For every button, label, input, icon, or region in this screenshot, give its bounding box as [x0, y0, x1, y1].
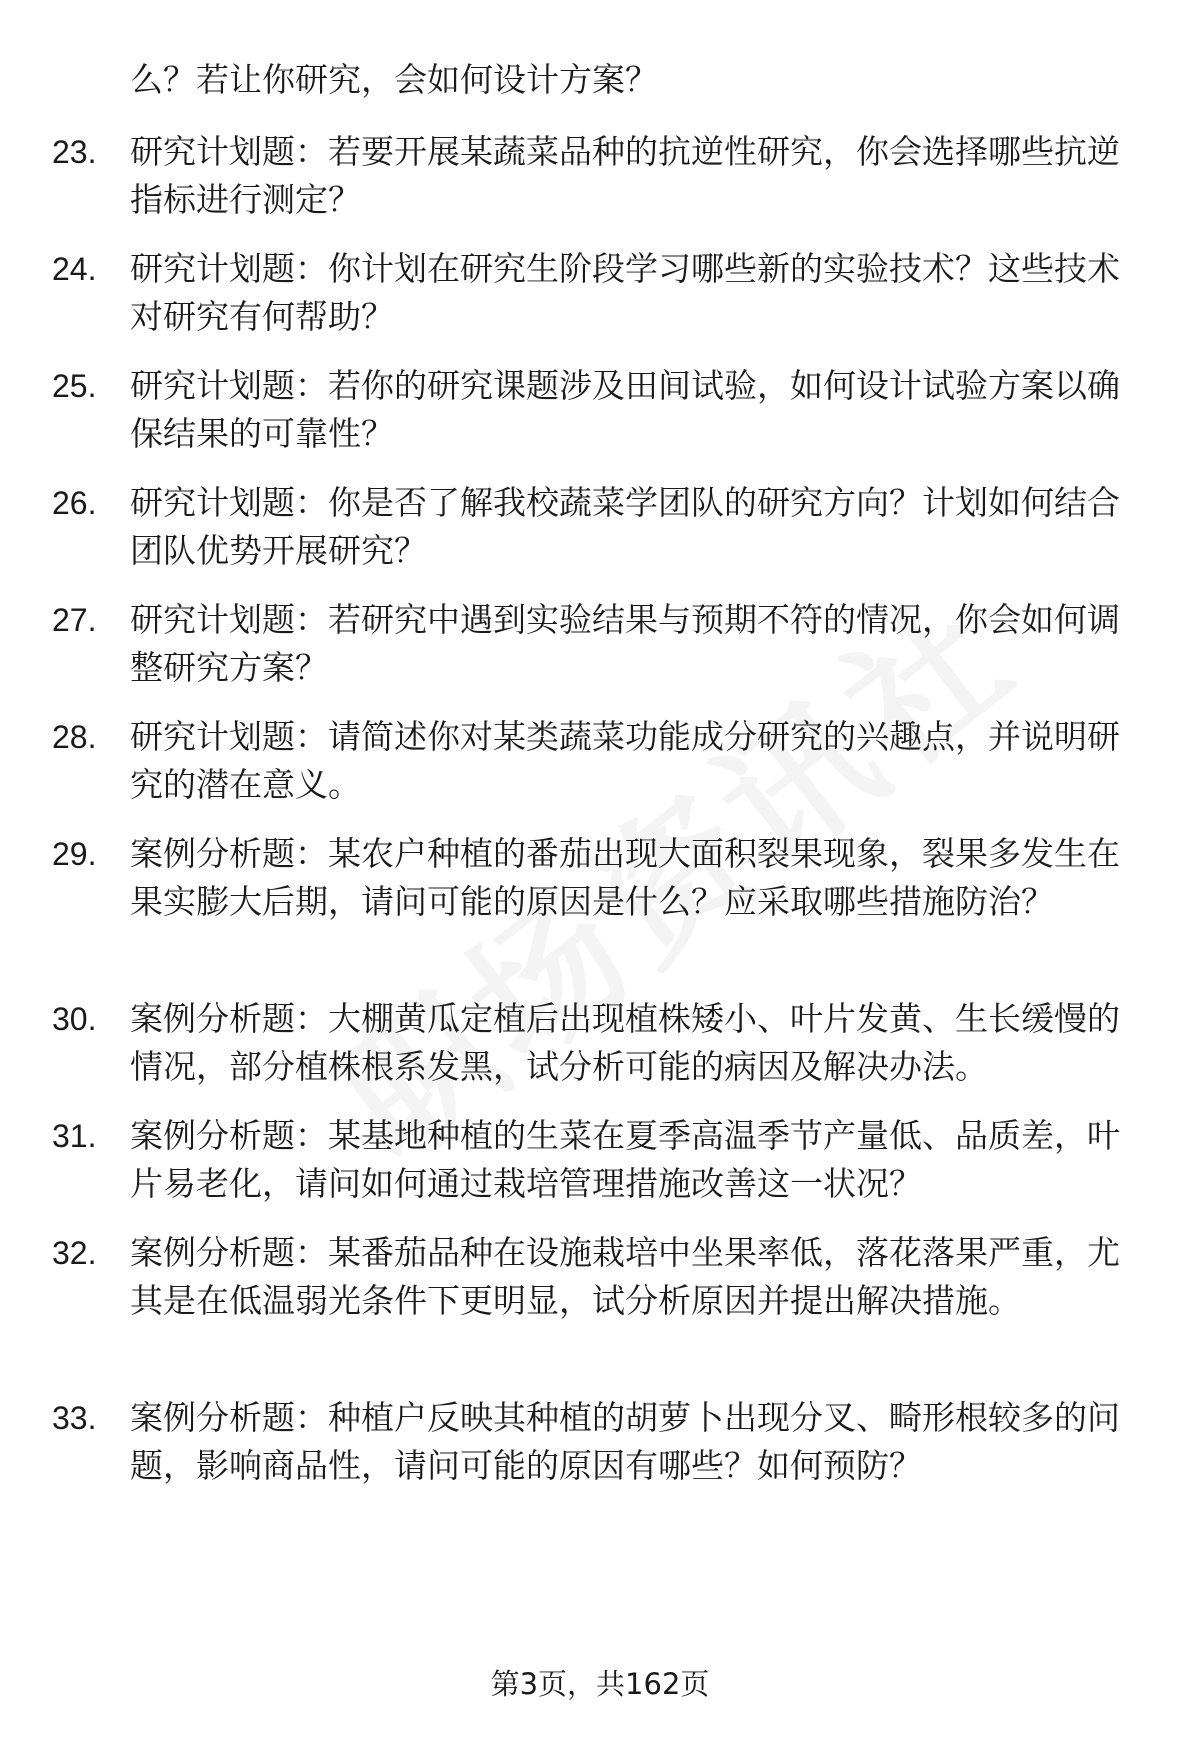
question-text: 研究计划题：若要开展某蔬菜品种的抗逆性研究，你会选择哪些抗逆指标进行测定？ [130, 132, 1120, 219]
question-text: 研究计划题：你是否了解我校蔬菜学团队的研究方向？计划如何结合团队优势开展研究？ [130, 483, 1120, 570]
question-number: 24. [52, 251, 97, 287]
question-text: 案例分析题：某农户种植的番茄出现大面积裂果现象，裂果多发生在果实膨大后期，请问可能的原因是什么？应采取哪些措施防治？ [130, 834, 1120, 921]
page-footer: 第3页，共162页 [490, 1667, 710, 1701]
question-number: 23. [52, 134, 97, 170]
question-number: 33. [52, 1400, 97, 1436]
question-number: 28. [52, 719, 97, 755]
question-number: 26. [52, 485, 97, 521]
question-text: 案例分析题：某番茄品种在设施栽培中坐果率低，落花落果严重，尤其是在低温弱光条件下更明显，试分析原因并提出解决措施。 [130, 1233, 1120, 1320]
question-number: 27. [52, 602, 97, 638]
question-number: 25. [52, 368, 97, 404]
question-text: 研究计划题：若你的研究课题涉及田间试验，如何设计试验方案以确保结果的可靠性？ [130, 366, 1120, 453]
question-number: 30. [52, 1001, 97, 1037]
question-number: 29. [52, 836, 97, 872]
question-number: 31. [52, 1118, 97, 1154]
question-text: 案例分析题：种植户反映其种植的胡萝卜出现分叉、畸形根较多的问题，影响商品性，请问可能的原因有哪些？如何预防？ [130, 1398, 1120, 1485]
question-text: 案例分析题：大棚黄瓜定植后出现植株矮小、叶片发黄、生长缓慢的情况，部分植株根系发黑，试分析可能的病因及解决办法。 [130, 999, 1120, 1086]
question-text: 案例分析题：某基地种植的生菜在夏季高温季节产量低、品质差，叶片易老化，请问如何通过栽培管理措施改善这一状况？ [130, 1116, 1120, 1203]
question-text: 研究计划题：若研究中遇到实验结果与预期不符的情况，你会如何调整研究方案？ [130, 600, 1120, 687]
question-text: 么？若让你研究，会如何设计方案？ [130, 60, 658, 99]
question-text: 研究计划题：你计划在研究生阶段学习哪些新的实验技术？这些技术对研究有何帮助？ [130, 249, 1120, 336]
question-text: 研究计划题：请简述你对某类蔬菜功能成分研究的兴趣点，并说明研究的潜在意义。 [130, 717, 1120, 804]
question-number: 32. [52, 1235, 97, 1271]
